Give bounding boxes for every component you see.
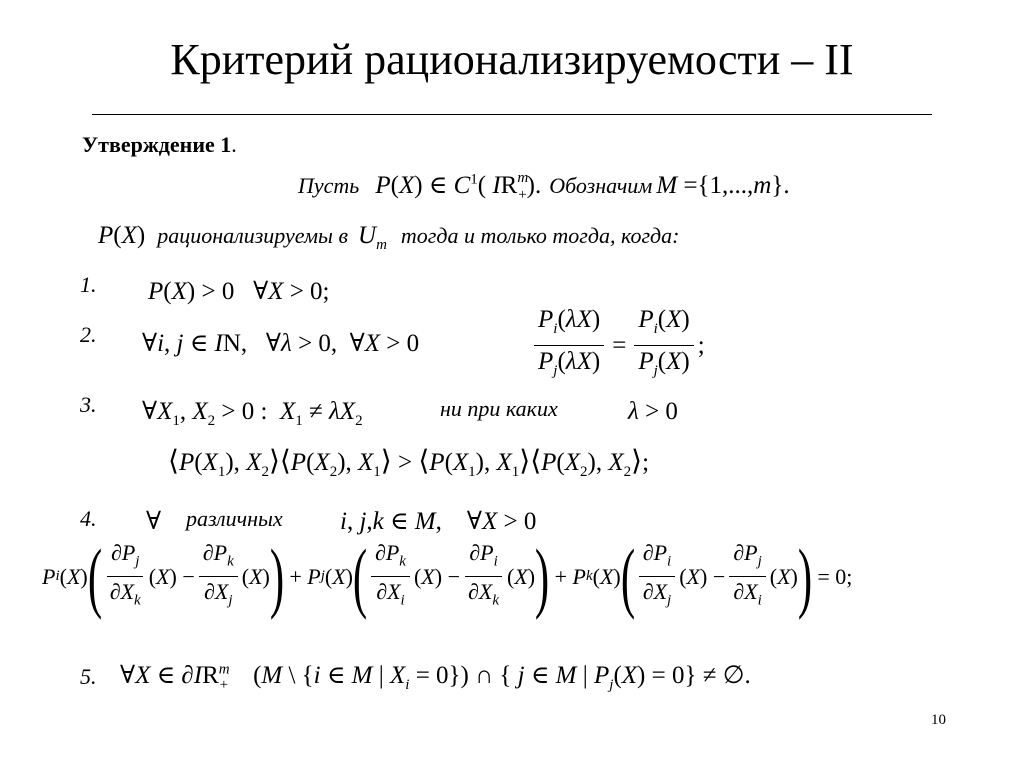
condition-5: ∀X ∈ $\partial IR^m_+$ (M \ {i ∈ M | $X_i = 0$}) ∩ { j ∈ M | $P_j(X) = 0$} ≠ ∅. [120,661,751,693]
condition-1: P(X) > 0 ∀X > 0; [148,278,330,305]
condition-2-quantifiers: ∀i, j ∈ IN, ∀λ > 0, ∀X > 0 [142,330,420,357]
page-number: 10 [931,712,946,728]
forall-symbol: ∀ [146,508,162,535]
formula-px: P(X) [98,222,146,249]
formula-smoothness: P(X) ∈ $C^1$( $IR^m_+$). [375,169,542,203]
text-for-no: ни при каких [440,396,558,421]
line-let [298,170,790,204]
title-underline [92,114,932,115]
item-number-2: 2. [80,322,97,347]
statement-heading: Утверждение 1. [82,132,237,157]
text-distinct: различных [186,506,283,531]
slide-title: Критерий рационализируемости – II [170,35,854,84]
condition-3-inequality: $⟨P(X_1)$, $X_2⟩⟨P(X_2)$, $X_1⟩$ > $⟨P(X_1)$, $X_1⟩⟨P(X_2)$, $X_2⟩$; [168,446,650,480]
text-iff: тогда и только тогда, когда: [400,223,680,248]
line-rationalizable [98,222,680,254]
text-rationalizable-in: рационализируемы в [157,223,348,248]
statement-label: Утверждение 1 [82,132,232,157]
item-number-5: 5. [80,664,97,689]
condition-2-ratio: $\frac{P_i(\lambda X)}{P_j(\lambda X)}$ = $\frac{P_i(X)}{P_j(X)}$ ; [530,306,705,385]
text-let: Пусть [298,173,360,198]
item-number-1: 1. [80,272,97,297]
condition-4-equation: P i ( X ) ( $\frac{\partial P_j}{\partial X_k}$ ( X ) − $\frac{\partial P_k}{\partial X_j}$ ( X ) ) + P j ( X ) ( $\frac{\partial P_k}{\partial X_i}$ ( X ) − $\frac{\partial P_i}{\partial X_k}$ ( X ) ) + P k ( X ) ( $\frac{\partial P_i}{\partial X_j}$ ( X ) − $\frac{\partial P_j}{\partial X_i}$ ( X ) ) = 0; [42,532,853,620]
item-number-3: 3. [80,392,97,417]
condition-3-lambda: λ > 0 [628,398,678,425]
condition-3-quantifiers: $\forall X_1$, $X_2 > 0$ : $X_1 \ne \lambda X_2$ [142,398,363,429]
formula-um: $U_m$ [358,222,387,253]
formula-set-m: M ={1,...,m}. [656,172,790,199]
text-denote: Обозначим [549,173,653,198]
condition-4-quantifiers: i, j,k ∈ M, ∀X > 0 [340,508,537,535]
item-number-4: 4. [80,506,97,531]
